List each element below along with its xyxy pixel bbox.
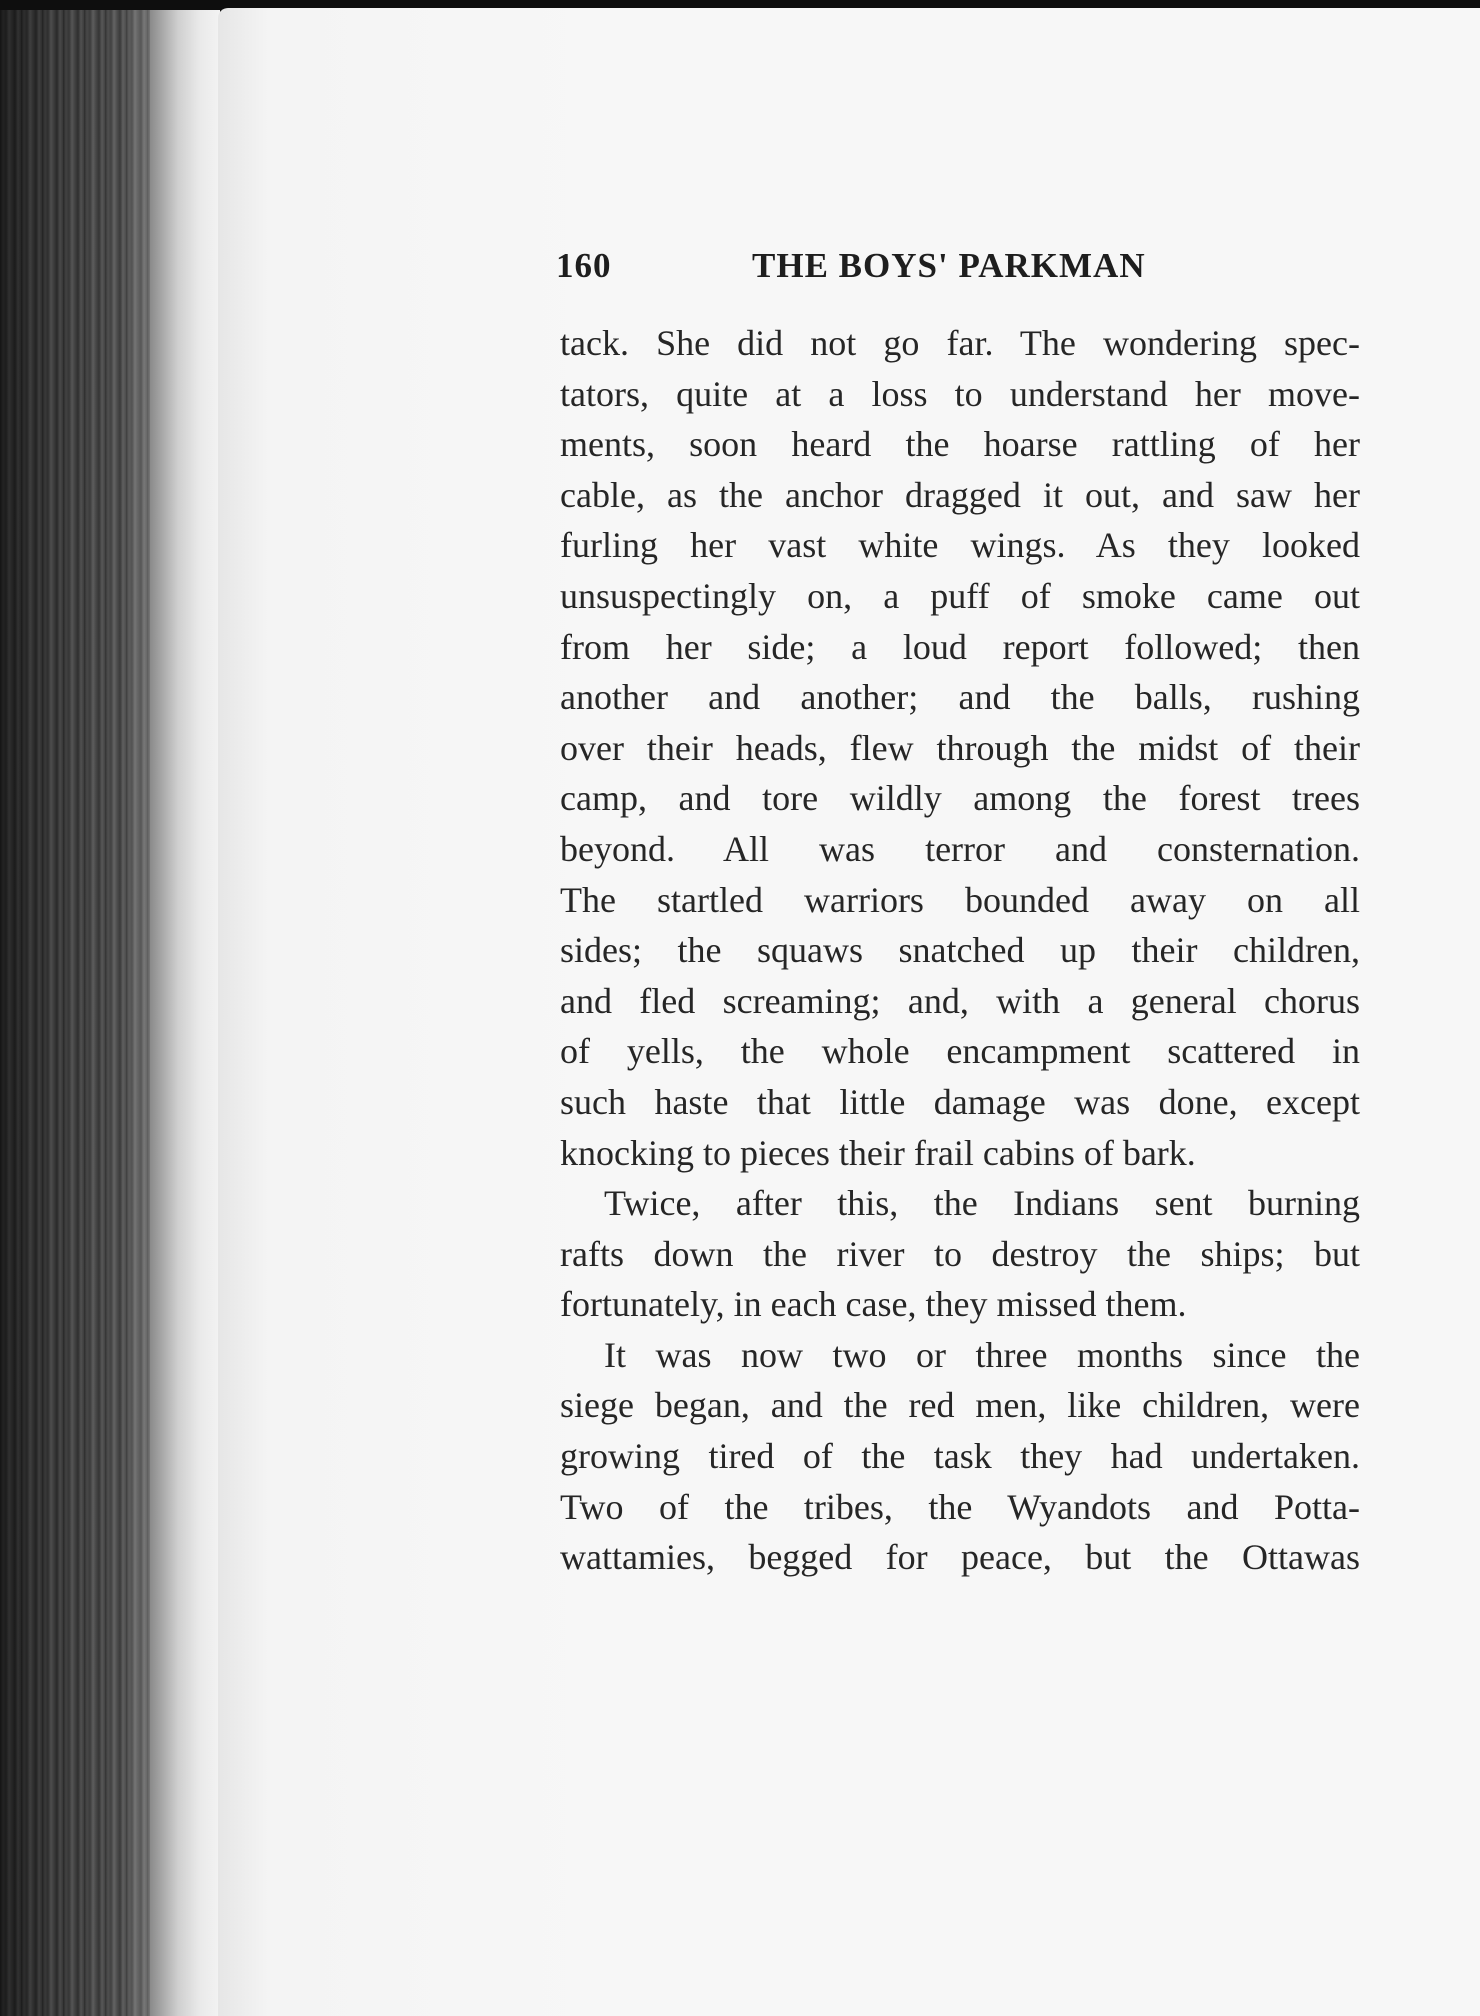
- text-line: rafts down the river to destroy the ships; but: [560, 1233, 1360, 1274]
- text-line: It was now two or three months since the: [604, 1334, 1360, 1375]
- text-line: fortunately, in each case, they missed them.: [560, 1284, 1187, 1325]
- text-line: beyond. All was terror and consternation.: [560, 828, 1360, 869]
- text-line: over their heads, flew through the midst of their: [560, 727, 1360, 768]
- text-line: of yells, the whole encampment scattered in: [560, 1031, 1360, 1072]
- text-line: Two of the tribes, the Wyandots and Potta-: [560, 1486, 1360, 1527]
- text-line: The startled warriors bounded away on all: [560, 879, 1360, 920]
- text-line: camp, and tore wildly among the forest trees: [560, 778, 1360, 819]
- body-text: [560, 318, 1360, 1583]
- text-line: and fled screaming; and, with a general chorus: [560, 980, 1360, 1021]
- text-line: Twice, after this, the Indians sent burning: [604, 1183, 1360, 1224]
- text-line: growing tired of the task they had undertaken.: [560, 1436, 1360, 1477]
- text-line: knocking to pieces their frail cabins of bark.: [560, 1132, 1196, 1173]
- book-gutter: [150, 10, 220, 2016]
- page-number: 160: [556, 246, 612, 285]
- text-line: tack. She did not go far. The wondering spec-: [560, 323, 1360, 363]
- text-line: another and another; and the balls, rushing: [560, 677, 1360, 718]
- text-line: sides; the squaws snatched up their children,: [560, 930, 1360, 971]
- text-line: unsuspectingly on, a puff of smoke came out: [560, 575, 1360, 616]
- running-head: THE BOYS' PARKMAN: [752, 246, 1146, 285]
- text-line: tators, quite at a loss to understand her move-: [560, 373, 1360, 414]
- text-line: ments, soon heard the hoarse rattling of her: [560, 424, 1360, 465]
- text-line: furling her vast white wings. As they looked: [560, 525, 1360, 566]
- text-line: siege began, and the red men, like children, were: [560, 1385, 1360, 1426]
- text-line: cable, as the anchor dragged it out, and saw her: [560, 474, 1360, 515]
- text-line: wattamies, begged for peace, but the Ottawas: [560, 1537, 1360, 1578]
- page-header: [556, 246, 1156, 290]
- text-line: from her side; a loud report followed; then: [560, 626, 1360, 667]
- text-line: such haste that little damage was done, except: [560, 1081, 1360, 1122]
